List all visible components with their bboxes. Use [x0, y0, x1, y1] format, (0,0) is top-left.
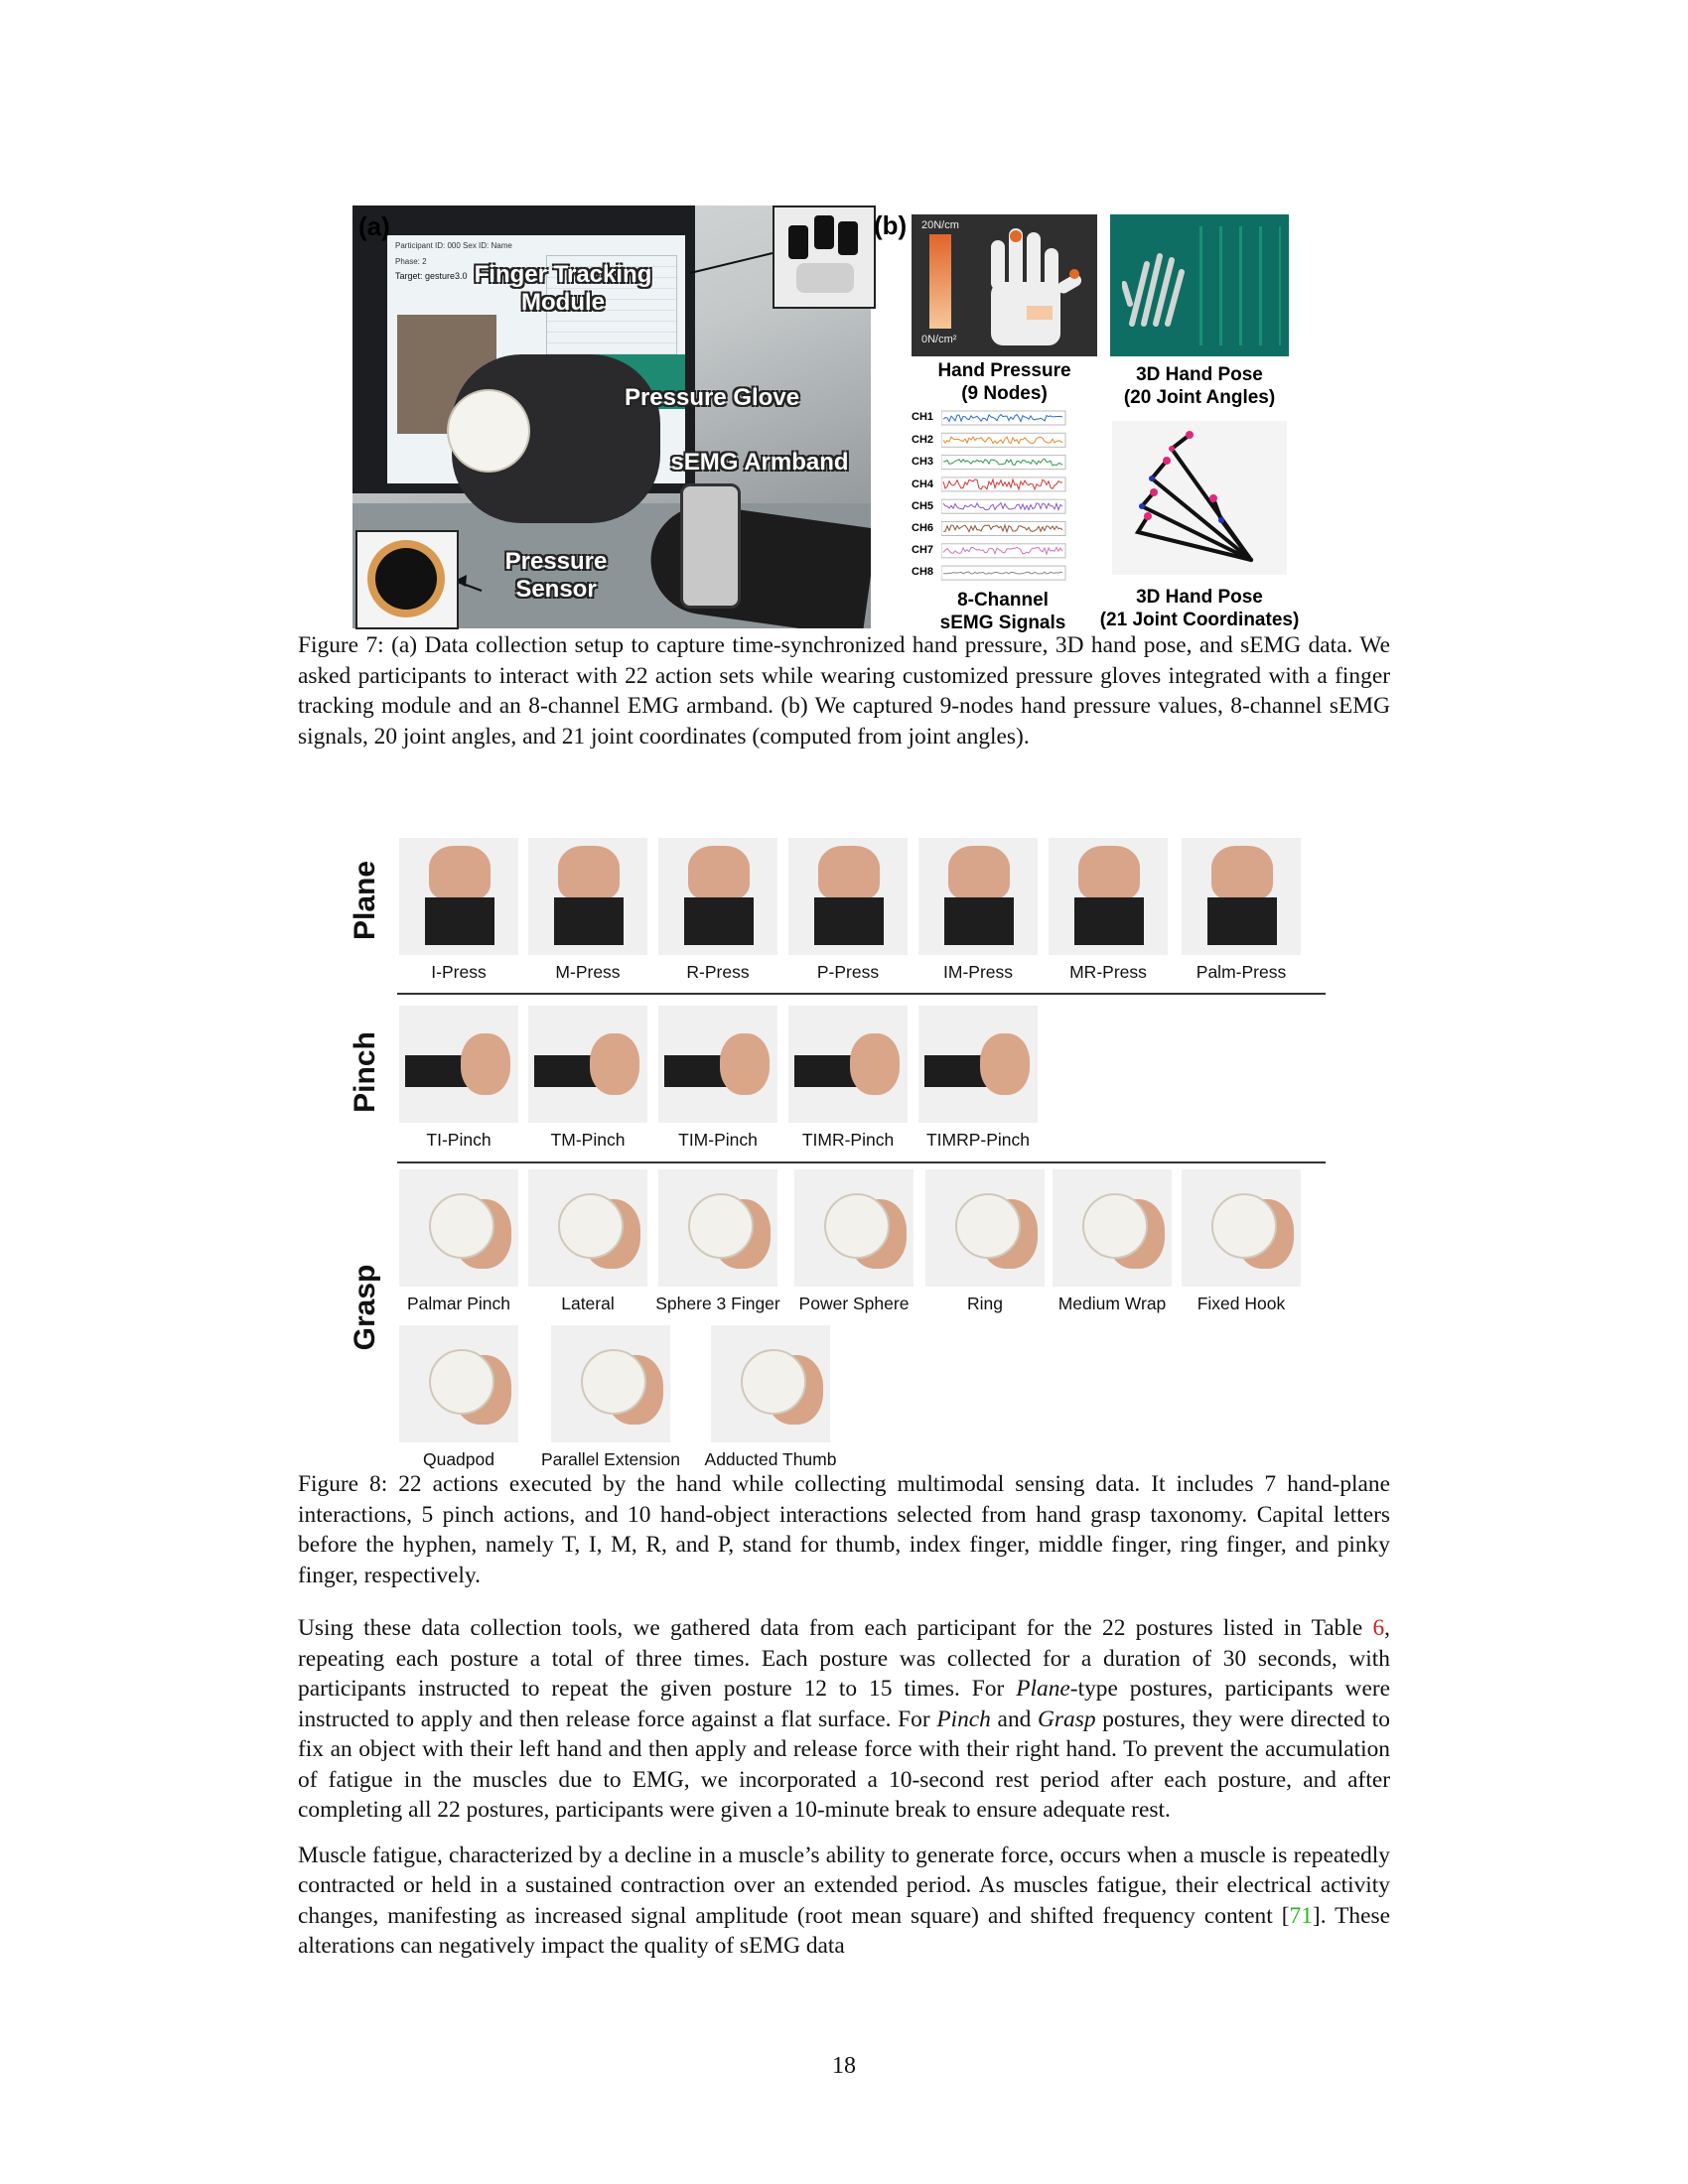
action-label: TIMRP-Pinch	[925, 1130, 1031, 1150]
action-label: Parallel Extension	[540, 1449, 681, 1469]
hand-pose-angles-view	[1110, 214, 1289, 356]
action-label: Ring	[967, 1294, 1003, 1313]
pressure-sensor-inset	[355, 530, 459, 629]
action-image	[399, 838, 518, 955]
screen-text-line3: Target: gesture3.0	[395, 271, 468, 281]
emg-traces	[941, 409, 1070, 588]
pinch-grasp-divider	[397, 1161, 1326, 1163]
action-label: Lateral	[561, 1294, 615, 1313]
row-label-pinch: Pinch	[349, 1031, 381, 1113]
action-image	[528, 1006, 647, 1123]
table-ref-link[interactable]: 6	[1372, 1615, 1385, 1641]
paragraph-2: Muscle fatigue, characterized by a decline in a muscle’s ability to generate force, occurs when a muscle is repeatedly contracted or held in a sustained contraction over an extended period. As muscles fatigue, their electrical activity changes, manifesting as increased signal amplitude (root mean square) and shifted frequency content [71]. These alterations can negatively impact the quality of sEMG data	[298, 1842, 1390, 1959]
pressure-scale-max: 20N/cm	[921, 219, 959, 231]
skeleton-hand-icon	[1122, 244, 1192, 334]
panel-a-letter: (a)	[358, 211, 390, 241]
finger-tracking-tag: Finger Tracking Module	[474, 261, 652, 316]
action-label: Fixed Hook	[1196, 1294, 1286, 1313]
hand-pressure-map	[912, 214, 1097, 356]
action-image	[918, 838, 1038, 955]
action-image	[1182, 838, 1301, 955]
figure-8-caption-text: Figure 8: 22 actions executed by the hand while collecting multimodal sensing data. It includes 7 hand-plane interactions, 5 pinch actions, and 10 hand-object interactions selected from hand grasp taxonomy. Capital letters before the hyphen, namely T, I, M, R, and P, stand for thumb, index finger, middle finger, ring finger, and pinky finger, respectively.	[298, 1471, 1390, 1588]
channel-label-5: CH5	[912, 500, 934, 512]
action-label: I-Press	[431, 962, 487, 982]
action-image	[528, 1169, 647, 1287]
joint-skeleton-icon	[1112, 421, 1287, 575]
channel-label-2: CH2	[912, 434, 934, 446]
citation-link[interactable]: 71	[1289, 1902, 1313, 1929]
action-image	[918, 1006, 1038, 1123]
action-image	[788, 1006, 908, 1123]
pressure-glove-tag: Pressure Glove	[624, 384, 800, 411]
action-image	[551, 1325, 670, 1442]
action-label: TIMR-Pinch	[801, 1130, 895, 1150]
channel-label-4: CH4	[912, 478, 934, 490]
channel-label-8: CH8	[912, 566, 934, 578]
screen-text-line1: Participant ID: 000 Sex ID: Name	[395, 241, 512, 250]
hand-pressure-label: Hand Pressure (9 Nodes)	[937, 360, 1071, 404]
hand-pose-coords-label: 3D Hand Pose (21 Joint Coordinates)	[1099, 587, 1300, 630]
action-image	[925, 1169, 1045, 1287]
baseball	[447, 389, 530, 473]
channel-label-3: CH3	[912, 456, 934, 468]
action-label: IM-Press	[943, 962, 1013, 982]
action-image	[1053, 1169, 1172, 1287]
figure-8-caption	[298, 1469, 1390, 1590]
action-image	[794, 1169, 914, 1287]
action-label: Adducted Thumb	[704, 1449, 837, 1469]
action-label: Medium Wrap	[1057, 1294, 1167, 1313]
figure-7	[0, 0, 1688, 794]
finger-tracker-inset	[773, 205, 876, 309]
action-image	[399, 1006, 518, 1123]
pressure-scale-min: 0N/cm²	[921, 334, 957, 345]
screen-text-line2: Phase: 2	[395, 257, 427, 266]
channel-label-7: CH7	[912, 544, 934, 556]
semg-signals-label: 8-Channel sEMG Signals	[939, 590, 1066, 633]
hand-pose-coords-view	[1112, 421, 1287, 575]
plane-pinch-divider	[397, 993, 1326, 995]
action-label: TM-Pinch	[550, 1130, 626, 1150]
action-label: M-Press	[555, 962, 621, 982]
figure-7-caption	[298, 630, 1390, 751]
panel-b-letter: (b)	[874, 210, 908, 240]
hand-outline-icon	[971, 222, 1085, 351]
action-label: TIM-Pinch	[678, 1130, 758, 1150]
action-image	[1182, 1169, 1301, 1287]
hand-pose-angles-label: 3D Hand Pose (20 Joint Angles)	[1123, 364, 1276, 408]
action-label: Quadpod	[422, 1449, 494, 1469]
figure-7-caption-text: Figure 7: (a) Data collection setup to capture time-synchronized hand pressure, 3D hand pose, and sEMG data. We asked participants to interact with 22 action sets while wearing customized pressure gloves integrated with a finger tracking module and an 8-channel EMG armband. (b) We captured 9-nodes hand pressure values, 8-channel sEMG signals, 20 joint angles, and 21 joint coordinates (computed from joint angles).	[298, 632, 1390, 750]
action-image	[658, 1006, 777, 1123]
semg-armband-tag: sEMG Armband	[670, 449, 849, 476]
row-label-grasp: Grasp	[349, 1264, 381, 1351]
action-label: P-Press	[816, 962, 880, 982]
body-text	[298, 1613, 1390, 1977]
action-image	[1049, 838, 1168, 955]
page-number: 18	[832, 2053, 856, 2079]
paragraph-1: Using these data collection tools, we gathered data from each participant for the 22 postures listed in Table 6, repeating each posture a total of three times. Each posture was collected for a duration of 30 seconds, with participants instructed to repeat the given posture 12 to 15 times. For Plane-type postures, participants were instructed to apply and then release force against a flat surface. For Pinch and Grasp postures, they were directed to fix an object with their left hand and then apply and release force with their right hand. To prevent the accumulation of fatigue in the muscles due to EMG, we incorporated a 10-second rest period after each posture, and after completing all 22 postures, participants were given a 10-minute break to ensure adequate rest.	[298, 1615, 1391, 1823]
action-label: R-Press	[686, 962, 750, 982]
action-image	[399, 1325, 518, 1442]
action-image	[711, 1325, 830, 1442]
semg-armband	[680, 483, 741, 609]
semg-signals-panel	[912, 409, 1070, 588]
action-label: TI-Pinch	[426, 1130, 492, 1150]
channel-label-6: CH6	[912, 522, 934, 534]
action-image	[658, 838, 777, 955]
pressure-colorbar	[929, 234, 951, 329]
action-image	[399, 1169, 518, 1287]
pressure-sensor-tag: Pressure Sensor	[504, 548, 608, 603]
action-label: Power Sphere	[798, 1294, 910, 1313]
action-label: Sphere 3 Finger	[655, 1294, 780, 1313]
action-image	[528, 838, 647, 955]
channel-label-1: CH1	[912, 411, 934, 423]
action-label: Palmar Pinch	[406, 1294, 511, 1313]
action-image	[658, 1169, 777, 1287]
action-label: Palm-Press	[1196, 962, 1287, 982]
emg-trace-frame	[941, 544, 1065, 558]
row-label-plane: Plane	[349, 860, 381, 941]
action-label: MR-Press	[1069, 962, 1147, 982]
action-image	[788, 838, 908, 955]
